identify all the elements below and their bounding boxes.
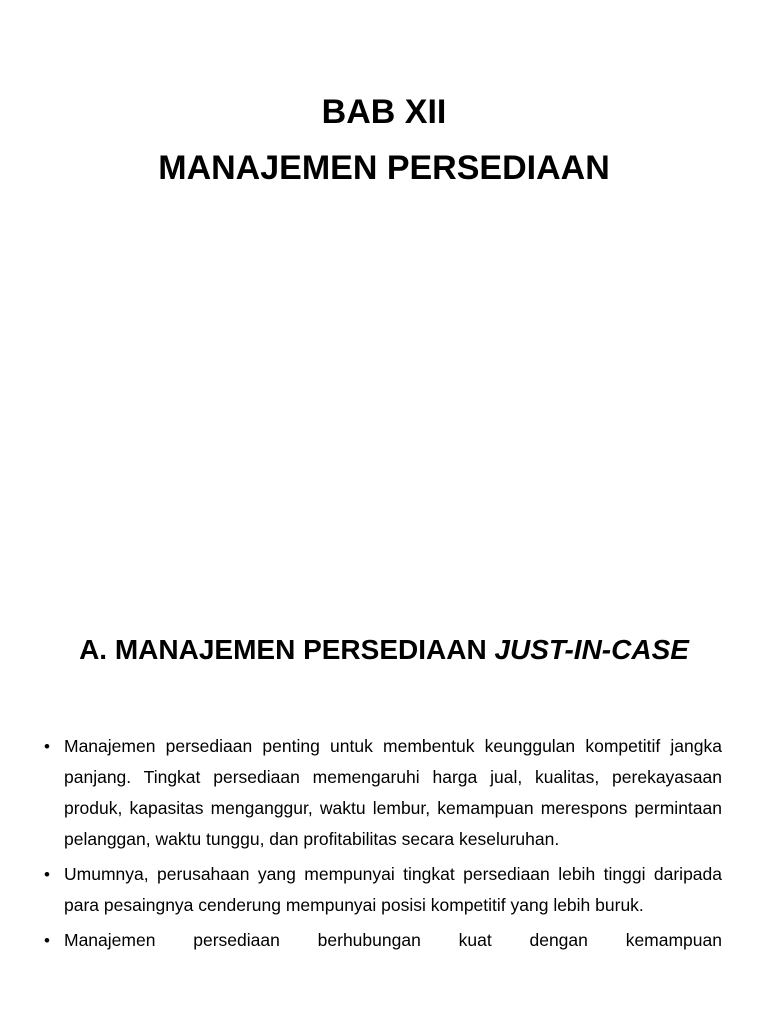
bullet-text: Manajemen persediaan penting untuk membentuk keunggulan kompetitif jangka panjang. Tingkat persediaan memengaruhi harga jual, kualitas, perekayasaan produk, kapasitas menganggur, waktu lembur, kemampuan merespons permintaan pelanggan, waktu tunggu, dan profitabilitas secara keseluruhan. <box>64 736 722 849</box>
section-heading <box>0 628 768 672</box>
bullet-item <box>44 731 722 855</box>
section-heading-emphasis: JUST-IN-CASE <box>494 634 689 665</box>
bullet-icon: • <box>44 931 50 950</box>
slide-title <box>0 84 768 196</box>
bullet-item <box>44 925 722 956</box>
bullet-list <box>44 731 722 960</box>
section-heading-text: A. MANAJEMEN PERSEDIAAN <box>79 634 495 665</box>
bullet-item <box>44 859 722 921</box>
bullet-text: Umumnya, perusahaan yang mempunyai tingkat persediaan lebih tinggi daripada para pesaingnya cenderung mempunyai posisi kompetitif yang lebih buruk. <box>64 864 722 915</box>
chapter-title: MANAJEMEN PERSEDIAAN <box>158 149 610 187</box>
bullet-icon: • <box>44 865 50 884</box>
bullet-text: Manajemen persediaan berhubungan kuat dengan kemampuan <box>64 930 722 950</box>
bullet-icon: • <box>44 737 50 756</box>
chapter-number: BAB XII <box>321 93 447 131</box>
